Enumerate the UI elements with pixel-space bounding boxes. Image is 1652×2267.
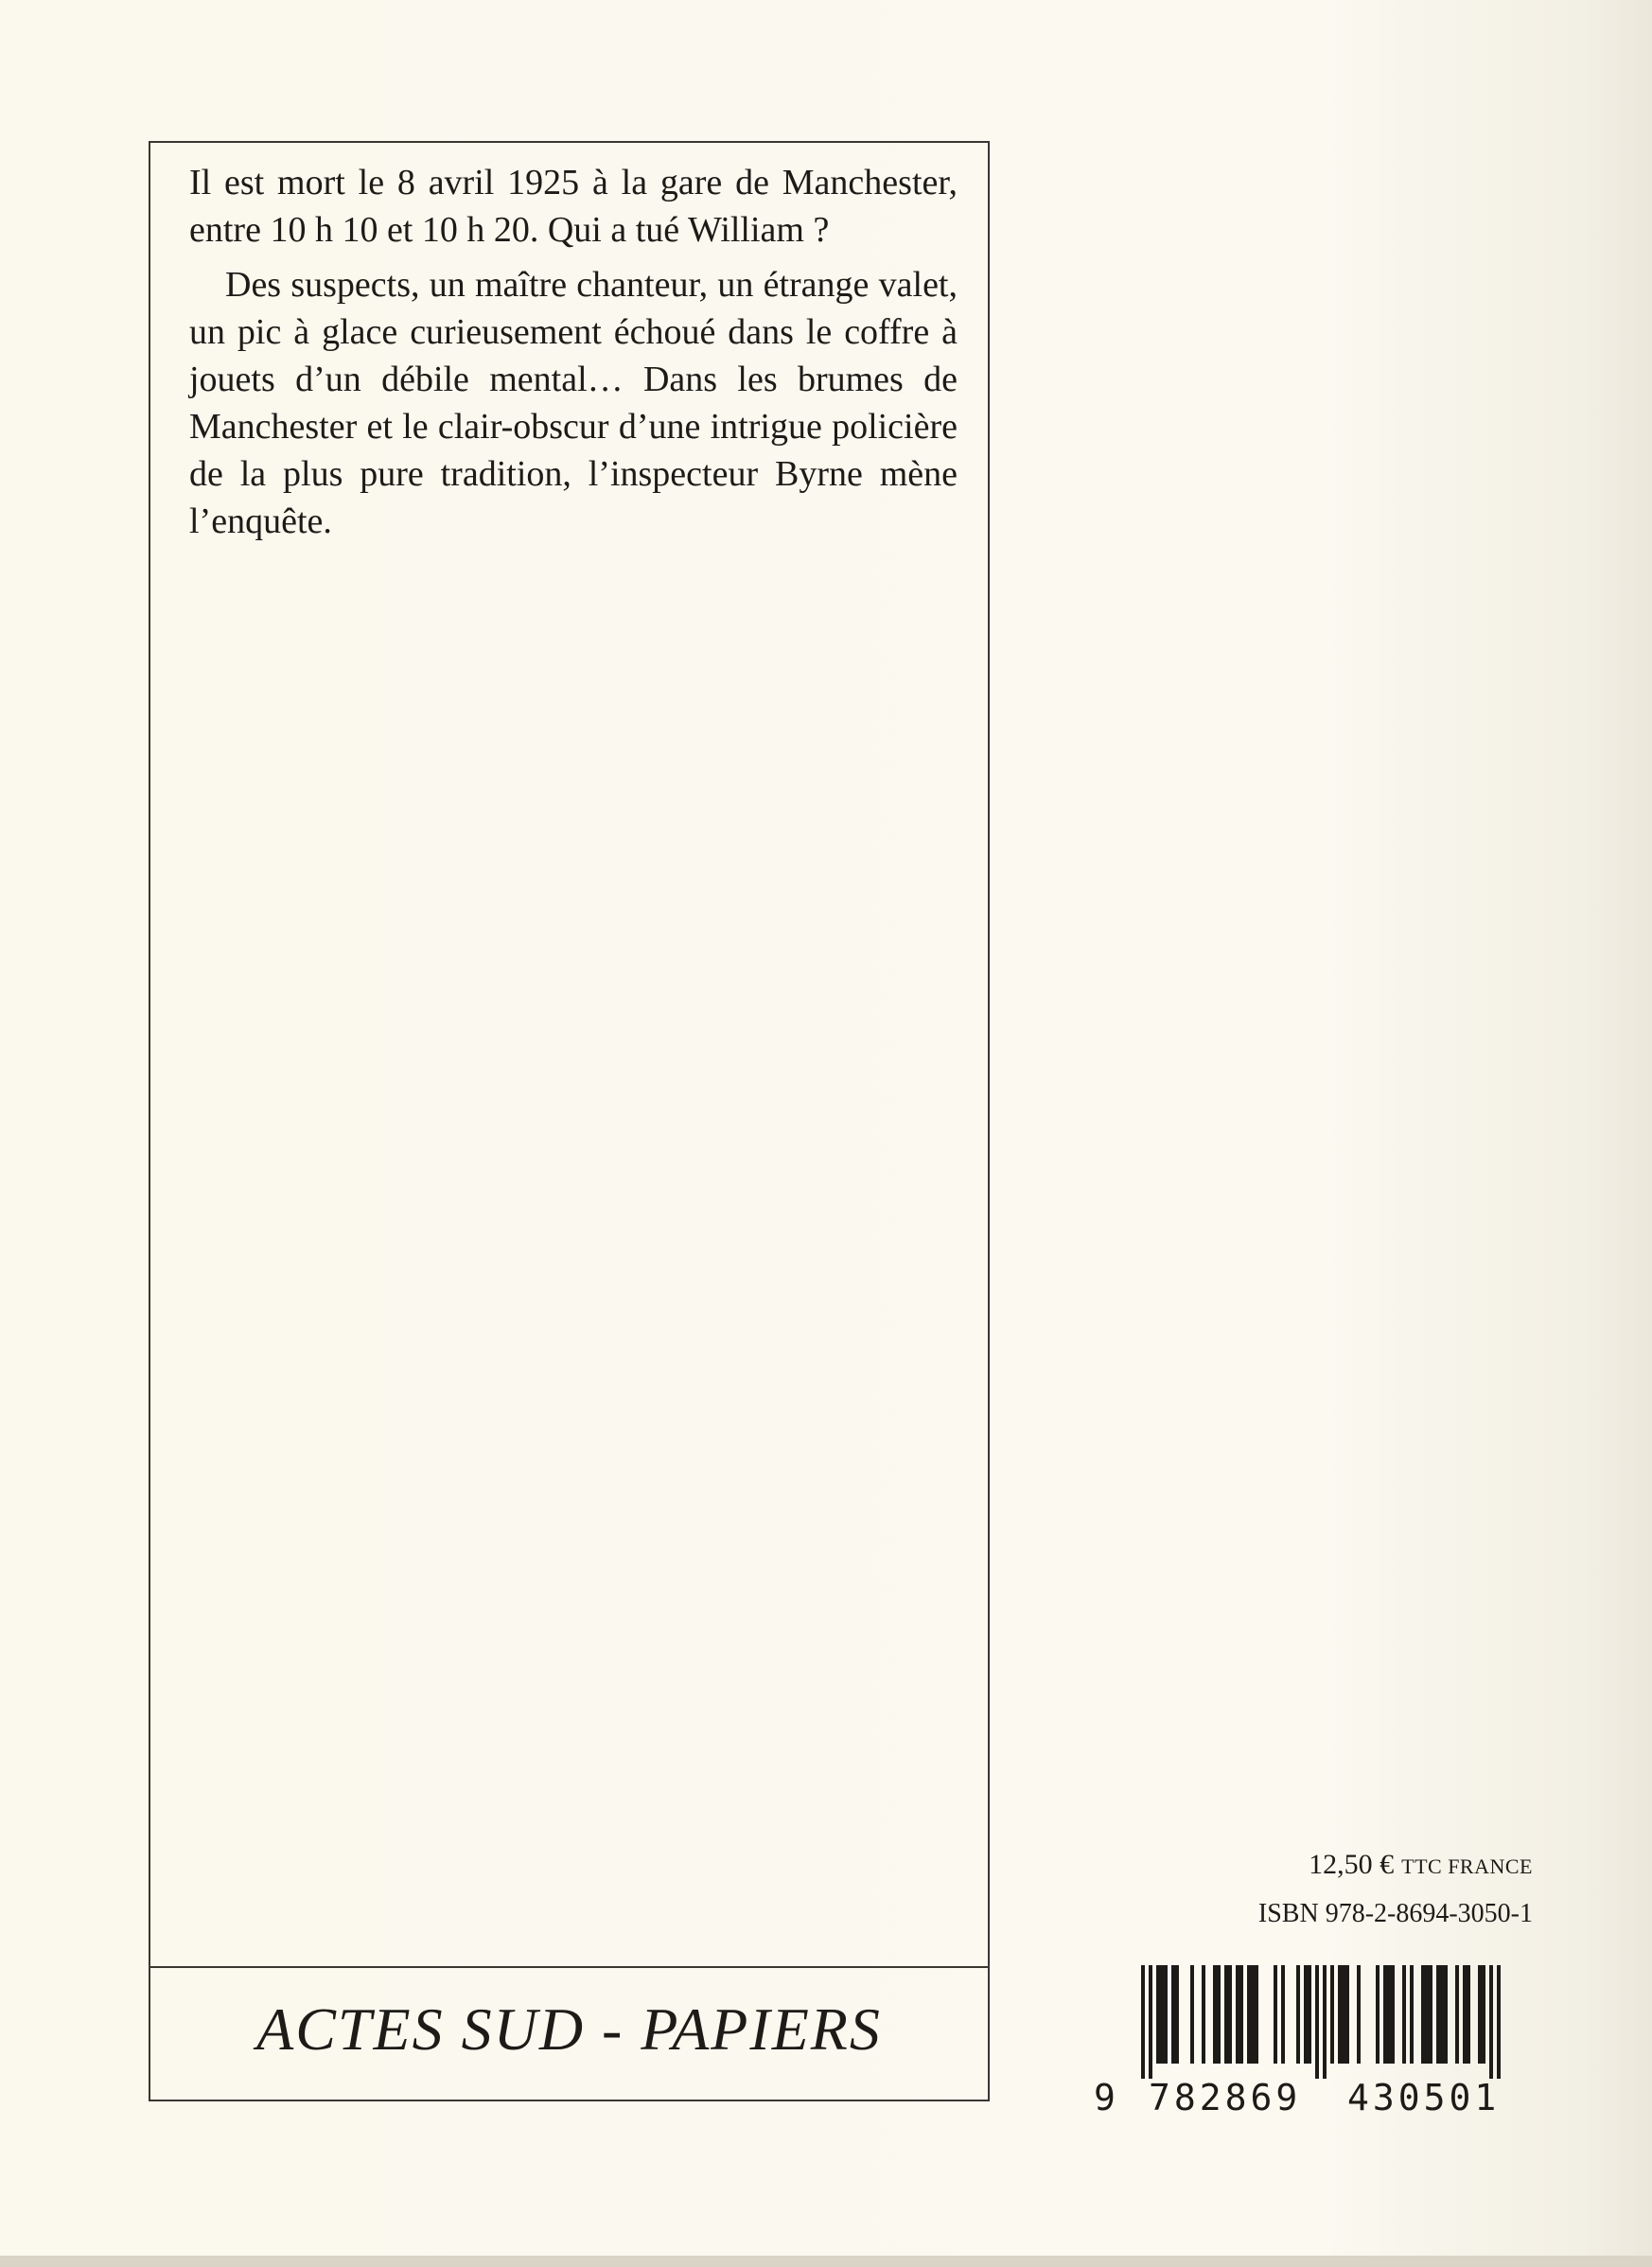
frame-divider [149, 1966, 990, 1968]
barcode-bar [1281, 1965, 1285, 2064]
barcode-bar [1463, 1965, 1467, 2064]
barcode-bar [1274, 1965, 1277, 2064]
barcode-bar [1444, 1965, 1448, 2064]
barcode-bar [1338, 1965, 1342, 2064]
barcode-bar [1455, 1965, 1459, 2064]
barcode-bar [1228, 1965, 1232, 2064]
barcode-guard-bar [1141, 1965, 1145, 2079]
barcode-bar [1175, 1965, 1179, 2064]
barcode-first-digit: 9 [1094, 2077, 1116, 2118]
barcode-bar [1482, 1965, 1485, 2064]
barcode-bar [1357, 1965, 1361, 2064]
barcode-left-group: 782869 [1149, 2077, 1302, 2118]
barcode-bar [1467, 1965, 1470, 2064]
barcode-bar [1391, 1965, 1395, 2064]
barcode-bar [1236, 1965, 1239, 2064]
barcode-guard-bar [1315, 1965, 1319, 2079]
barcode-bar [1239, 1965, 1243, 2064]
barcode-bar [1247, 1965, 1251, 2064]
barcode-bar [1376, 1965, 1380, 2064]
barcode-bar [1440, 1965, 1444, 2064]
barcode-guard-bar [1149, 1965, 1152, 2079]
barcode-bar [1296, 1965, 1300, 2064]
barcode-bar [1402, 1965, 1406, 2064]
barcode-bar [1387, 1965, 1391, 2064]
barcode-bar [1308, 1965, 1311, 2064]
barcode-bar [1224, 1965, 1228, 2064]
barcode-bar [1421, 1965, 1425, 2064]
barcode-bar [1251, 1965, 1255, 2064]
barcode-bar [1160, 1965, 1164, 2064]
price-line [1135, 1848, 1533, 1884]
barcode-bar [1436, 1965, 1440, 2064]
barcode-bar [1383, 1965, 1387, 2064]
barcode-bar [1190, 1965, 1194, 2064]
barcode-guard-bar [1489, 1965, 1493, 2079]
barcode-bar [1213, 1965, 1217, 2064]
blurb-text [189, 159, 958, 545]
barcode-bar [1304, 1965, 1308, 2064]
barcode-bar [1164, 1965, 1168, 2064]
barcode-right-group: 430501 [1347, 2077, 1501, 2118]
barcode-guard-bar [1323, 1965, 1327, 2079]
isbn-label: ISBN 978-2-8694-3050-1 [1257, 1899, 1533, 1928]
barcode-bar [1425, 1965, 1429, 2064]
barcode-bars [1094, 1965, 1538, 2079]
barcode-bar [1156, 1965, 1160, 2064]
page-bottom-edge [0, 2256, 1652, 2267]
barcode-bar [1478, 1965, 1482, 2064]
barcode-bar [1345, 1965, 1349, 2064]
barcode-bar [1202, 1965, 1205, 2064]
publisher-logo: ACTES SUD - PAPIERS [256, 1995, 882, 2063]
barcode-guard-bar [1497, 1965, 1501, 2079]
barcode-bar [1255, 1965, 1258, 2064]
barcode [1094, 1965, 1538, 2118]
barcode-bar [1217, 1965, 1221, 2064]
barcode-bar [1342, 1965, 1345, 2064]
blurb-paragraph-2: Des suspects, un maître chanteur, un étrange valet, un pic à glace curieusement échoué dans le coffre à jouets d’un débile mental… Dans les brumes de Manchester et le clair-obscur d’une intrigue policière de la plus pure tradition, l’inspecteur Byrne mène l’enquête. [189, 265, 958, 541]
barcode-bar [1410, 1965, 1414, 2064]
barcode-bar [1429, 1965, 1432, 2064]
barcode-bar [1171, 1965, 1175, 2064]
price-suffix: TTC FRANCE [1401, 1854, 1533, 1878]
price-value: 12,50 € [1309, 1849, 1395, 1880]
blurb-paragraph-1: Il est mort le 8 avril 1925 à la gare de Manchester, entre 10 h 10 et 10 h 20. Qui a tué William ? [189, 163, 958, 250]
barcode-digits [1094, 2077, 1538, 2118]
barcode-bar [1330, 1965, 1334, 2064]
